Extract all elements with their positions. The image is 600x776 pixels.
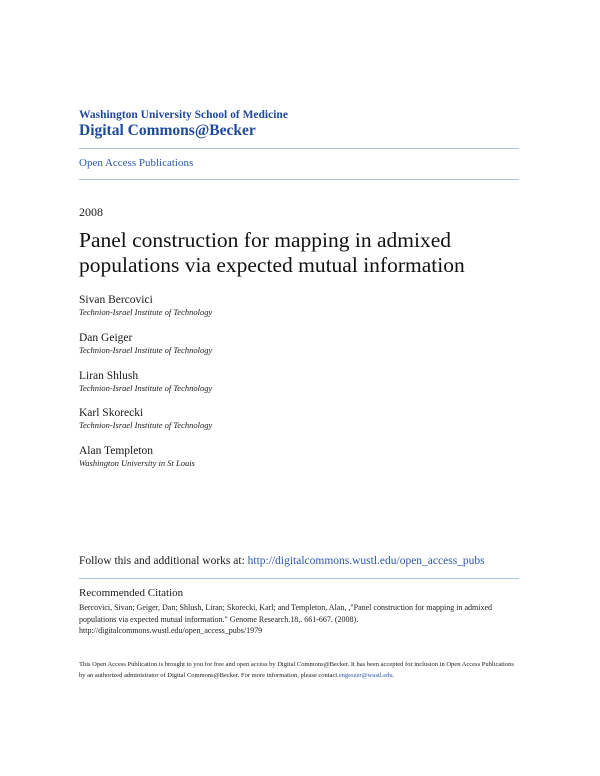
- citation-divider: [79, 578, 519, 579]
- footer-notice: [79, 660, 519, 681]
- author-name[interactable]: Liran Shlush: [79, 370, 139, 382]
- author-name[interactable]: Alan Templeton: [79, 445, 154, 457]
- author-affiliation: Technion-Israel Institute of Technology: [79, 420, 213, 430]
- footer-text: This Open Access Publication is brought to you for free and open access by Digital Commons@Becker. It has been accepted for inclusion in Open Access Publications by an authorized administrator of Digital Commons@Becker. For more information, please contact: [79, 661, 514, 679]
- contact-email-link[interactable]: engeszer@wustl.edu: [338, 671, 393, 679]
- author-affiliation: Technion-Israel Institute of Technology: [79, 307, 213, 317]
- author-entry: [79, 369, 212, 394]
- author-affiliation: Washington University in St Louis: [79, 458, 195, 468]
- author-entry: [79, 331, 212, 356]
- author-name[interactable]: Dan Geiger: [79, 332, 133, 344]
- collection-link[interactable]: Open Access Publications: [79, 157, 194, 169]
- author-affiliation: Technion-Israel Institute of Technology: [79, 345, 213, 355]
- institution-name: Washington University School of Medicine: [79, 109, 288, 121]
- collection-divider: [79, 179, 519, 180]
- author-name[interactable]: Sivan Bercovici: [79, 294, 153, 306]
- publication-year: 2008: [79, 205, 103, 219]
- header-divider: [79, 148, 519, 149]
- citation-url: http://digitalcommons.wustl.edu/open_access_pubs/1979: [79, 626, 263, 635]
- author-affiliation: Technion-Israel Institute of Technology: [79, 383, 213, 393]
- follow-label: Follow this and additional works at:: [79, 555, 245, 567]
- article-title: Panel construction for mapping in admixed populations via expected mutual information: [79, 228, 465, 277]
- author-name[interactable]: Karl Skorecki: [79, 407, 144, 419]
- footer-end: .: [392, 671, 395, 679]
- author-entry: [79, 293, 212, 318]
- citation-text: Bercovici, Sivan; Geiger, Dan; Shlush, Liran; Skorecki, Karl; and Templeton, Alan, ,"Panel construction for mapping in admixed populations via expected mutual information." Genome Research.18,. 661-667. (2008).: [79, 603, 493, 624]
- repository-name[interactable]: Digital Commons@Becker: [79, 122, 256, 139]
- follow-link[interactable]: http://digitalcommons.wustl.edu/open_access_pubs: [247, 555, 485, 567]
- follow-line: [79, 555, 485, 567]
- author-entry: [79, 406, 212, 431]
- author-entry: [79, 444, 195, 469]
- citation-heading: Recommended Citation: [79, 587, 184, 599]
- citation-body: [79, 602, 519, 637]
